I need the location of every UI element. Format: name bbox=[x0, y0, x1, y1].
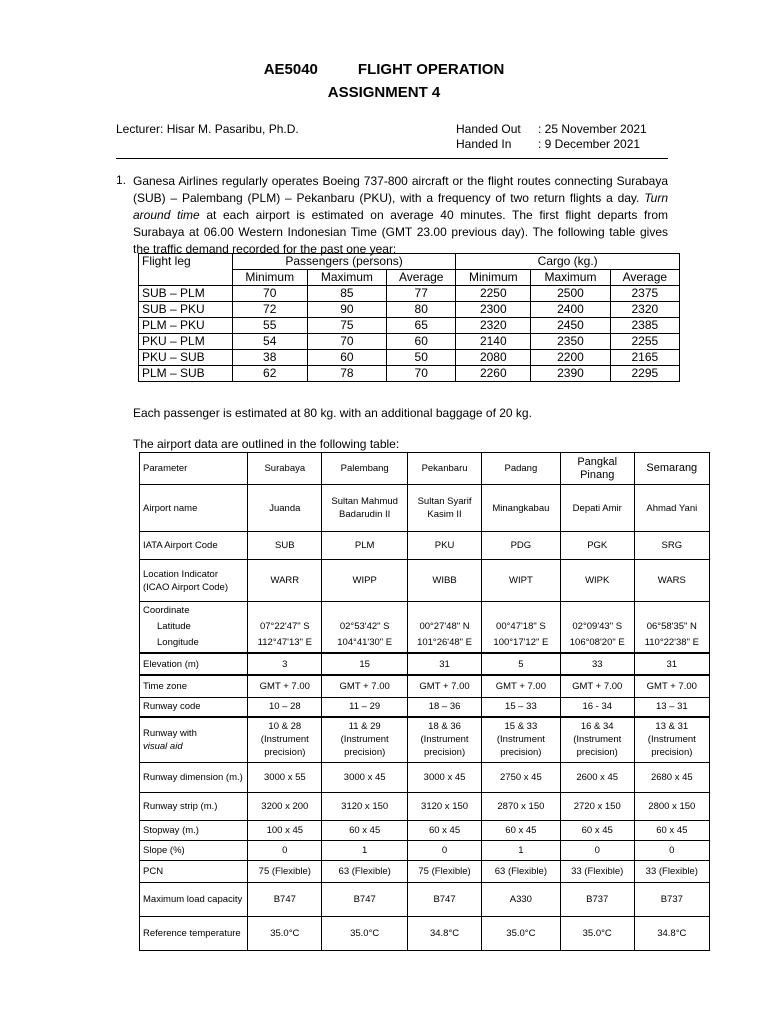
value-cell: 5 bbox=[481, 653, 560, 675]
airport-intro: The airport data are outlined in the following table: bbox=[133, 437, 400, 451]
value-cell: 2450 bbox=[531, 318, 610, 334]
page-title bbox=[0, 61, 768, 78]
value-cell: 65 bbox=[387, 318, 456, 334]
value-cell: 34.8°C bbox=[634, 916, 709, 950]
value-cell: 33 (Flexible) bbox=[634, 860, 709, 882]
table-row bbox=[140, 717, 710, 762]
value-cell: GMT + 7.00 bbox=[560, 675, 634, 697]
handed-out-label: Handed Out bbox=[456, 122, 521, 136]
value-cell: 38 bbox=[232, 350, 307, 366]
value-cell: 2800 x 150 bbox=[634, 792, 709, 820]
value-cell: PKU bbox=[408, 532, 482, 560]
value-cell: 31 bbox=[408, 653, 482, 675]
value-cell: 15 – 33 bbox=[481, 697, 560, 717]
column-header: Pangkal Pinang bbox=[560, 453, 634, 485]
value-cell: Juanda bbox=[248, 485, 322, 532]
value-cell: 3120 x 150 bbox=[322, 792, 408, 820]
value-cell: 0 bbox=[560, 840, 634, 860]
value-cell: 2680 x 45 bbox=[634, 762, 709, 792]
parameter-label: Slope (%) bbox=[140, 840, 248, 860]
sub-header: Maximum bbox=[307, 270, 386, 286]
column-header: Padang bbox=[481, 453, 560, 485]
flight-leg-cell: PLM – PKU bbox=[139, 318, 233, 334]
value-cell: 2720 x 150 bbox=[560, 792, 634, 820]
parameter-label: Time zone bbox=[140, 675, 248, 697]
value-cell: 0 bbox=[634, 840, 709, 860]
value-cell: 77 bbox=[387, 286, 456, 302]
parameter-label: Reference temperature bbox=[140, 916, 248, 950]
value-cell: 55 bbox=[232, 318, 307, 334]
value-cell: GMT + 7.00 bbox=[481, 675, 560, 697]
value-cell: 13 – 31 bbox=[634, 697, 709, 717]
value-cell: GMT + 7.00 bbox=[322, 675, 408, 697]
value-cell: 2300 bbox=[456, 302, 531, 318]
value-cell: 60 x 45 bbox=[322, 820, 408, 840]
value-cell: 15 bbox=[322, 653, 408, 675]
header-divider bbox=[116, 158, 668, 159]
parameter-label: Maximum load capacity bbox=[140, 882, 248, 916]
table-row bbox=[140, 653, 710, 675]
value-cell: GMT + 7.00 bbox=[408, 675, 482, 697]
value-cell: 78 bbox=[307, 366, 386, 382]
value-cell: 35.0°C bbox=[481, 916, 560, 950]
sub-header: Average bbox=[610, 270, 679, 286]
parameter-label: Coordinate Latitude Longitude bbox=[140, 602, 248, 654]
value-cell: WIPK bbox=[560, 560, 634, 602]
assignment-title: ASSIGNMENT 4 bbox=[327, 84, 441, 101]
value-cell: SRG bbox=[634, 532, 709, 560]
coordinate-cell: 00°47'18" S 100°17'12" E bbox=[481, 602, 560, 654]
airport-data-table bbox=[139, 452, 710, 951]
value-cell: B747 bbox=[248, 882, 322, 916]
value-cell: 15 & 33 (Instrument precision) bbox=[481, 717, 560, 762]
coordinate-cell: 02°53'42" S 104°41'30" E bbox=[322, 602, 408, 654]
coordinate-cell: 07°22'47" S 112°47'13" E bbox=[248, 602, 322, 654]
value-cell: 80 bbox=[387, 302, 456, 318]
value-cell: 11 & 29 (Instrument precision) bbox=[322, 717, 408, 762]
value-cell: 2400 bbox=[531, 302, 610, 318]
value-cell: 90 bbox=[307, 302, 386, 318]
sub-header: Average bbox=[387, 270, 456, 286]
value-cell: 60 x 45 bbox=[560, 820, 634, 840]
value-cell: 2140 bbox=[456, 334, 531, 350]
value-cell: 2260 bbox=[456, 366, 531, 382]
value-cell: 75 bbox=[307, 318, 386, 334]
value-cell: 10 & 28 (Instrument precision) bbox=[248, 717, 322, 762]
table-row bbox=[139, 334, 680, 350]
value-cell: 31 bbox=[634, 653, 709, 675]
value-cell: Minangkabau bbox=[481, 485, 560, 532]
table-row bbox=[140, 792, 710, 820]
value-cell: 63 (Flexible) bbox=[322, 860, 408, 882]
value-cell: Ahmad Yani bbox=[634, 485, 709, 532]
table-row bbox=[139, 350, 680, 366]
value-cell: 1 bbox=[322, 840, 408, 860]
value-cell: 2500 bbox=[531, 286, 610, 302]
value-cell: 75 (Flexible) bbox=[248, 860, 322, 882]
value-cell: 100 x 45 bbox=[248, 820, 322, 840]
value-cell: 75 (Flexible) bbox=[408, 860, 482, 882]
sub-header: Minimum bbox=[456, 270, 531, 286]
value-cell: 2165 bbox=[610, 350, 679, 366]
passengers-header: Passengers (persons) bbox=[232, 254, 456, 270]
value-cell: 85 bbox=[307, 286, 386, 302]
value-cell: B737 bbox=[560, 882, 634, 916]
value-cell: WIPP bbox=[322, 560, 408, 602]
parameter-label: Location Indicator (ICAO Airport Code) bbox=[140, 560, 248, 602]
value-cell: 50 bbox=[387, 350, 456, 366]
value-cell: A330 bbox=[481, 882, 560, 916]
value-cell: 70 bbox=[232, 286, 307, 302]
value-cell: 16 & 34 (Instrument precision) bbox=[560, 717, 634, 762]
value-cell: Sultan Mahmud Badarudin II bbox=[322, 485, 408, 532]
flight-leg-cell: PKU – PLM bbox=[139, 334, 233, 350]
passenger-note: Each passenger is estimated at 80 kg. with an additional baggage of 20 kg. bbox=[133, 406, 532, 420]
value-cell: 72 bbox=[232, 302, 307, 318]
value-cell: 2295 bbox=[610, 366, 679, 382]
value-cell: B747 bbox=[408, 882, 482, 916]
value-cell: B737 bbox=[634, 882, 709, 916]
value-cell: 35.0°C bbox=[248, 916, 322, 950]
value-cell: 33 (Flexible) bbox=[560, 860, 634, 882]
value-cell: 16 - 34 bbox=[560, 697, 634, 717]
flight-leg-cell: PKU – SUB bbox=[139, 350, 233, 366]
value-cell: 2350 bbox=[531, 334, 610, 350]
parameter-label: Runway dimension (m.) bbox=[140, 762, 248, 792]
table-row bbox=[140, 860, 710, 882]
value-cell: 3120 x 150 bbox=[408, 792, 482, 820]
value-cell: 2390 bbox=[531, 366, 610, 382]
table-row bbox=[140, 560, 710, 602]
value-cell: 3000 x 45 bbox=[408, 762, 482, 792]
value-cell: WIBB bbox=[408, 560, 482, 602]
value-cell: 13 & 31 (Instrument precision) bbox=[634, 717, 709, 762]
value-cell: 70 bbox=[387, 366, 456, 382]
lecturer: Lecturer: Hisar M. Pasaribu, Ph.D. bbox=[116, 122, 299, 136]
flight-leg-cell: SUB – PKU bbox=[139, 302, 233, 318]
cargo-header: Cargo (kg.) bbox=[456, 254, 680, 270]
value-cell: SUB bbox=[248, 532, 322, 560]
sub-header: Maximum bbox=[531, 270, 610, 286]
table-row bbox=[140, 840, 710, 860]
value-cell: GMT + 7.00 bbox=[248, 675, 322, 697]
table-row bbox=[139, 302, 680, 318]
value-cell: B747 bbox=[322, 882, 408, 916]
value-cell: 60 x 45 bbox=[481, 820, 560, 840]
value-cell: 70 bbox=[307, 334, 386, 350]
value-cell: 3 bbox=[248, 653, 322, 675]
value-cell: 60 bbox=[387, 334, 456, 350]
value-cell: 0 bbox=[248, 840, 322, 860]
value-cell: 2200 bbox=[531, 350, 610, 366]
table-row bbox=[140, 697, 710, 717]
parameter-label: IATA Airport Code bbox=[140, 532, 248, 560]
value-cell: 2250 bbox=[456, 286, 531, 302]
value-cell: GMT + 7.00 bbox=[634, 675, 709, 697]
table-row bbox=[140, 675, 710, 697]
value-cell: 35.0°C bbox=[322, 916, 408, 950]
parameter-label: Runway code bbox=[140, 697, 248, 717]
value-cell: PLM bbox=[322, 532, 408, 560]
parameter-label: Runway strip (m.) bbox=[140, 792, 248, 820]
table-row bbox=[140, 532, 710, 560]
value-cell: 63 (Flexible) bbox=[481, 860, 560, 882]
value-cell: 11 – 29 bbox=[322, 697, 408, 717]
handed-in-label: Handed In bbox=[456, 137, 512, 151]
value-cell: 35.0°C bbox=[560, 916, 634, 950]
handed-out-value: : 25 November 2021 bbox=[538, 122, 647, 136]
value-cell: 54 bbox=[232, 334, 307, 350]
parameter-label: Runway with visual aid bbox=[140, 717, 248, 762]
coordinate-cell: 02°09'43" S 106°08'20" E bbox=[560, 602, 634, 654]
value-cell: 2600 x 45 bbox=[560, 762, 634, 792]
value-cell: 3200 x 200 bbox=[248, 792, 322, 820]
table-row bbox=[140, 485, 710, 532]
flight-leg-cell: PLM – SUB bbox=[139, 366, 233, 382]
table-row bbox=[140, 762, 710, 792]
value-cell: 3000 x 45 bbox=[322, 762, 408, 792]
table-row bbox=[140, 916, 710, 950]
column-header: Parameter bbox=[140, 453, 248, 485]
value-cell: 10 – 28 bbox=[248, 697, 322, 717]
value-cell: 2255 bbox=[610, 334, 679, 350]
column-header: Pekanbaru bbox=[408, 453, 482, 485]
value-cell: 2320 bbox=[610, 302, 679, 318]
value-cell: 2385 bbox=[610, 318, 679, 334]
value-cell: WARR bbox=[248, 560, 322, 602]
sub-header: Minimum bbox=[232, 270, 307, 286]
coordinate-row bbox=[140, 602, 710, 654]
table-row bbox=[140, 820, 710, 840]
value-cell: PDG bbox=[481, 532, 560, 560]
value-cell: 2750 x 45 bbox=[481, 762, 560, 792]
value-cell: 34.8°C bbox=[408, 916, 482, 950]
value-cell: 3000 x 55 bbox=[248, 762, 322, 792]
parameter-label: Airport name bbox=[140, 485, 248, 532]
value-cell: 60 x 45 bbox=[634, 820, 709, 840]
table-row bbox=[139, 366, 680, 382]
column-header: Surabaya bbox=[248, 453, 322, 485]
value-cell: 60 x 45 bbox=[408, 820, 482, 840]
value-cell: 18 & 36 (Instrument precision) bbox=[408, 717, 482, 762]
value-cell: 60 bbox=[307, 350, 386, 366]
value-cell: 2080 bbox=[456, 350, 531, 366]
value-cell: WIPT bbox=[481, 560, 560, 602]
value-cell: 2375 bbox=[610, 286, 679, 302]
value-cell: 2320 bbox=[456, 318, 531, 334]
value-cell: Sultan Syarif Kasim II bbox=[408, 485, 482, 532]
question-text: Ganesa Airlines regularly operates Boeing 737-800 aircraft or the flight routes connecting Surabaya (SUB) – Palembang (PLM) – Pekanbaru (PKU), with a frequency of two return flights a day. Turn around time at each airport is estimated on average 40 minutes. The first flight departs from Surabaya at 06.00 Western Indonesian Time (GMT 23.00 previous day). The following table gives the traffic demand recorded for the past one year: bbox=[133, 174, 669, 256]
parameter-label: PCN bbox=[140, 860, 248, 882]
value-cell: 1 bbox=[481, 840, 560, 860]
value-cell: 0 bbox=[408, 840, 482, 860]
column-header: Semarang bbox=[634, 453, 709, 485]
column-header: Palembang bbox=[322, 453, 408, 485]
coordinate-cell: 06°58'35" N 110°22'38" E bbox=[634, 602, 709, 654]
coordinate-cell: 00°27'48" N 101°26'48" E bbox=[408, 602, 482, 654]
flight-leg-header: Flight leg bbox=[139, 254, 233, 286]
value-cell: 62 bbox=[232, 366, 307, 382]
value-cell: 2870 x 150 bbox=[481, 792, 560, 820]
table-row bbox=[139, 318, 680, 334]
course-title: FLIGHT OPERATION bbox=[357, 61, 505, 78]
traffic-demand-table bbox=[138, 253, 680, 382]
table-row bbox=[140, 882, 710, 916]
flight-leg-cell: SUB – PLM bbox=[139, 286, 233, 302]
course-code: AE5040 bbox=[263, 61, 318, 78]
parameter-label: Elevation (m) bbox=[140, 653, 248, 675]
question-number: 1. bbox=[116, 173, 127, 187]
value-cell: WARS bbox=[634, 560, 709, 602]
value-cell: 18 – 36 bbox=[408, 697, 482, 717]
value-cell: 33 bbox=[560, 653, 634, 675]
table-row bbox=[139, 286, 680, 302]
value-cell: Depati Amir bbox=[560, 485, 634, 532]
value-cell: PGK bbox=[560, 532, 634, 560]
handed-in-value: : 9 December 2021 bbox=[538, 137, 641, 151]
parameter-label: Stopway (m.) bbox=[140, 820, 248, 840]
